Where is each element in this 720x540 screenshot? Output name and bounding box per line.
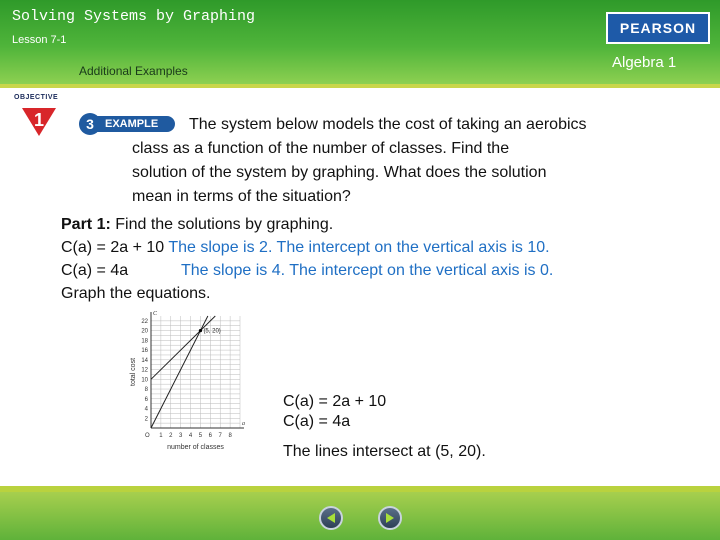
problem-line-3: solution of the system by graphing. What does the solution xyxy=(132,164,547,181)
objective-number: 1 xyxy=(33,110,45,130)
x-axis-label: number of classes xyxy=(167,444,224,451)
intersection-label: (5, 20) xyxy=(203,328,221,335)
series-line-2 xyxy=(151,316,208,428)
y-tick-label: 20 xyxy=(141,328,148,335)
equation-row-1 xyxy=(61,236,550,259)
equation-row-2 xyxy=(61,259,553,282)
y-tick-label: 4 xyxy=(144,406,148,413)
objective-number-icon xyxy=(20,102,58,136)
y-tick-label: 22 xyxy=(141,318,148,325)
x-tick-label: 2 xyxy=(169,433,173,439)
y-tick-label: 18 xyxy=(141,338,148,345)
y-tick-label: 6 xyxy=(144,396,148,403)
objective-label: OBJECTIVE xyxy=(14,94,59,101)
part-heading xyxy=(61,213,333,236)
y-tick-label: 12 xyxy=(141,367,148,374)
equation-1: C(a) = 2a + 10 xyxy=(61,239,165,256)
y-axis-label: total cost xyxy=(130,357,137,387)
x-tick-label: 3 xyxy=(178,433,183,439)
right-equation-2: C(a) = 4a xyxy=(283,413,351,430)
problem-line-4: mean in terms of the situation? xyxy=(132,188,351,205)
y-tick-label: 16 xyxy=(141,348,148,355)
part-text: Find the solutions by graphing. xyxy=(110,216,334,233)
header-divider xyxy=(0,84,720,88)
x-tick-label: 7 xyxy=(218,433,222,439)
page-title: Solving Systems by Graphing xyxy=(12,8,256,25)
intersection-point xyxy=(199,329,202,332)
conclusion-text: The lines intersect at (5, 20). xyxy=(283,443,486,460)
example-number: 3 xyxy=(79,113,101,135)
footer-bar xyxy=(0,492,720,540)
y-axis-variable: C xyxy=(153,311,158,317)
problem-line-1: The system below models the cost of taking an aerobics xyxy=(189,116,587,133)
x-tick-label: 5 xyxy=(198,433,203,439)
x-axis-variable: a xyxy=(242,421,245,427)
section-label: Additional Examples xyxy=(79,64,188,78)
x-tick-label: 4 xyxy=(188,433,193,439)
course-label: Algebra 1 xyxy=(612,54,677,71)
x-tick-label: 1 xyxy=(159,433,163,439)
pearson-logo: PEARSON xyxy=(606,12,710,44)
x-tick-label: 6 xyxy=(208,433,213,439)
problem-statement xyxy=(132,113,692,209)
equation-2: C(a) = 4a xyxy=(61,262,129,279)
y-tick-label: 2 xyxy=(144,416,148,423)
problem-line-2: class as a function of the number of classes. Find the xyxy=(132,140,510,157)
equation-1-note: The slope is 2. The intercept on the vertical axis is 10. xyxy=(168,239,550,256)
part-label: Part 1: xyxy=(61,216,111,233)
graph-instruction: Graph the equations. xyxy=(61,285,211,302)
equation-2-note: The slope is 4. The intercept on the vertical axis is 0. xyxy=(181,262,554,279)
x-tick-label: 8 xyxy=(228,433,232,439)
forward-arrow-icon xyxy=(384,512,396,524)
objective-badge xyxy=(12,94,64,138)
back-arrow-icon xyxy=(325,512,337,524)
y-tick-label: 8 xyxy=(144,387,148,394)
origin-label: O xyxy=(145,433,150,439)
prev-slide-button[interactable] xyxy=(319,506,343,530)
y-tick-label: 10 xyxy=(141,377,148,384)
example-label: EXAMPLE xyxy=(93,116,175,132)
system-graph xyxy=(125,308,250,458)
right-equation-1: C(a) = 2a + 10 xyxy=(283,393,387,410)
y-tick-label: 14 xyxy=(141,357,148,364)
lesson-label: Lesson 7-1 xyxy=(12,34,67,46)
next-slide-button[interactable] xyxy=(378,506,402,530)
